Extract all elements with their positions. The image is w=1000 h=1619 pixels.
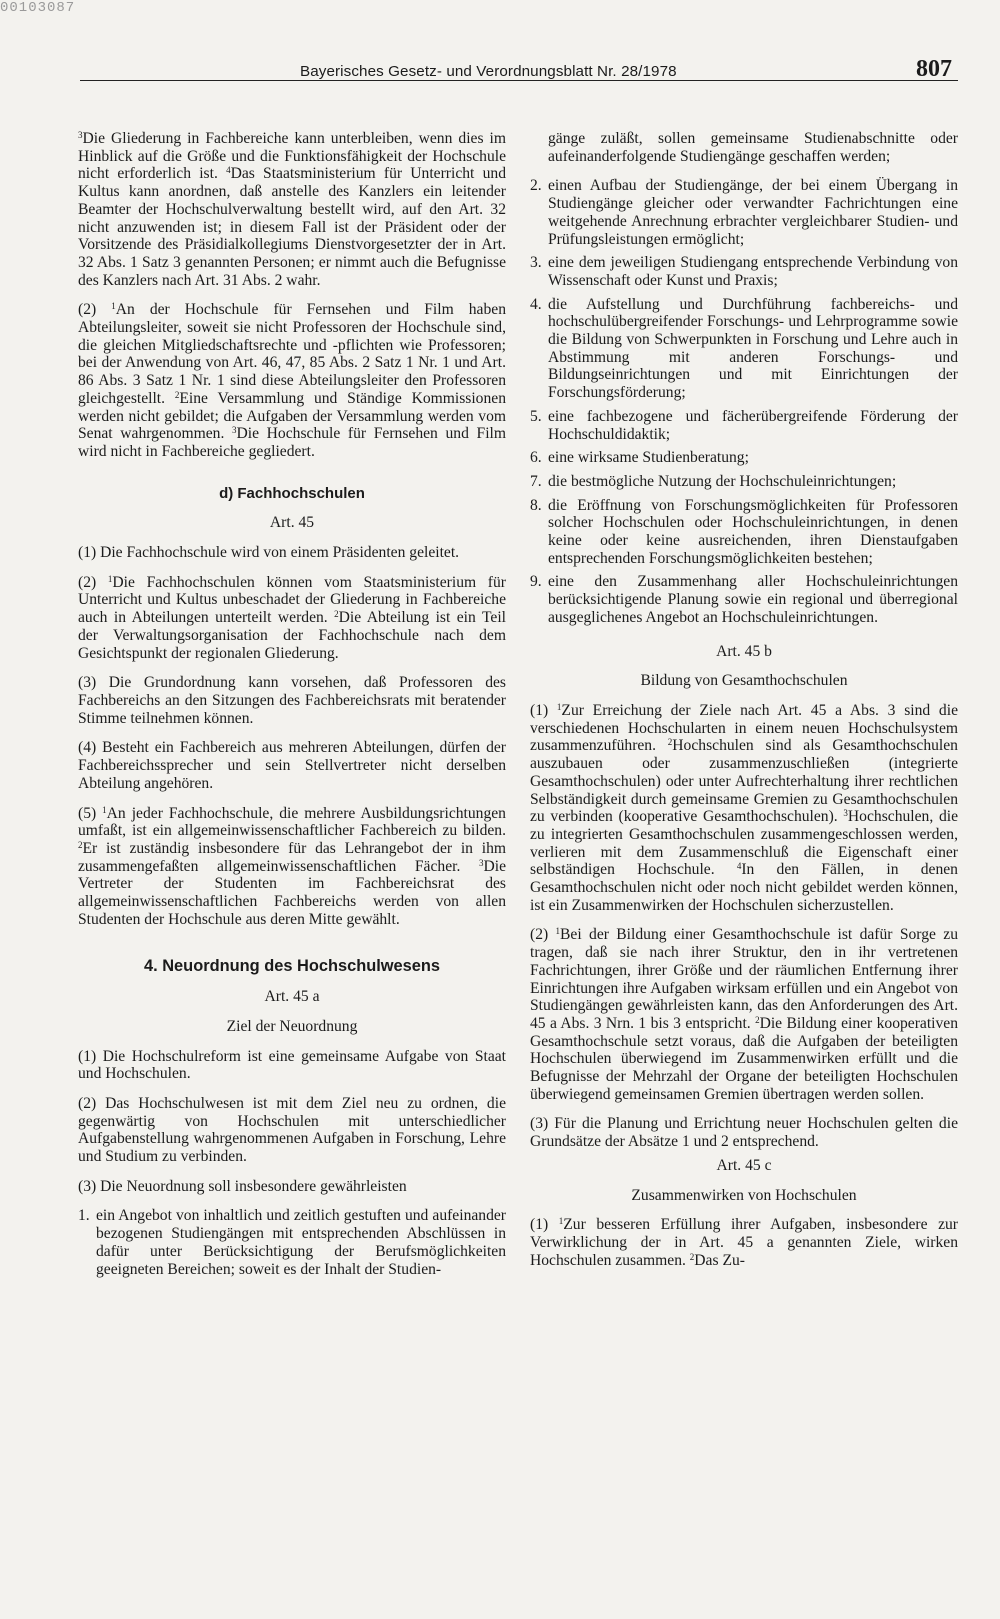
list-item: 7. die bestmögliche Nutzung der Hochschuleinrichtungen;	[530, 472, 897, 490]
paragraph: (3) Die Neuordnung soll insbesondere gewährleisten	[78, 1177, 407, 1195]
paragraph: (1) $^1$Zur Erreichung der Ziele nach Art. 45 a Abs. 3 sind die verschiedenen Hochschularten in einem neuen Hochschulsystem zusammenzuführen. $^2$Hochschulen sind als Gesamthochschulen auszubauen oder zusammenzuschließen (integrierte Gesamthochschulen) oder unter Aufrechterhaltung ihrer rechtlichen Selbständigkeit durch gemeinsame Gremien zu Gesamthochschulen zu verbinden (kooperative Gesamthochschulen). $^3$Hochschulen, die zu integrierten Gesamthochschulen zusammengeschlossen werden, verlieren mit dem Zusammenschluß die Eigenschaft einer selbständigen Hochschule. $^4$In den Fällen, in denen Gesamthochschulen nicht oder noch nicht gebildet werden können, ist ein Zusammenwirken der Hochschulen sicherzustellen.	[530, 701, 958, 914]
list-item: 1. ein Angebot von inhaltlich und zeitlich gestuften und aufeinander bezogenen Studiengängen mit entsprechenden Abschlüssen in dafür unter Berücksichtigung der Berufsmöglichkeiten geeigneten Bereichen; soweit es der Inhalt der Studien-	[78, 1207, 506, 1278]
list-item: 9. eine den Zusammenhang aller Hochschuleinrichtungen berücksichtigende Planung sowie ein regional und überregional ausgeglichenes Angebot an Hochschuleinrichtungen.	[530, 573, 958, 626]
running-header	[300, 56, 952, 83]
article-number: Art. 45 a	[264, 988, 320, 1006]
article-number: Art. 45 b	[716, 642, 772, 660]
list-item: 2. einen Aufbau der Studiengänge, der bei einem Übergang in Studiengänge gleicher oder verwandter Fachrichtungen eine weitgehende Anrechnung erbrachter vergleichbarer Studien- und Prüfungsleistungen ermöglicht;	[530, 177, 958, 248]
section-heading: 4. Neuordnung des Hochschulwesens	[144, 957, 440, 976]
list-item-continuation: gänge zuläßt, sollen gemeinsame Studienabschnitte oder aufeinanderfolgende Studiengänge geschaffen werden;	[548, 130, 958, 165]
header-rule	[80, 80, 958, 81]
list-item: 5. eine fachbezogene und fächerübergreifende Förderung der Hochschuldidaktik;	[530, 407, 958, 443]
list-item: 4. die Aufstellung und Durchführung fachbereichs- und hochschulübergreifender Forschungs- und Lehrprogramme sowie die Bildung von Schwerpunkten in Forschung und Lehre auch in Abstimmung mit anderen Forschungs- und Bildungseinrichtungen und mit Einrichtungen der Forschungsförderung;	[530, 295, 958, 402]
paragraph: (2) Das Hochschulwesen ist mit dem Ziel neu zu ordnen, die gegenwärtig von Hochschulen mit unterschiedlicher Aufgabenstellung wahrgenommenen Aufgaben in Forschung, Lehre und Studium zu verbinden.	[78, 1094, 506, 1166]
section-heading: d) Fachhochschulen	[219, 484, 365, 502]
article-title: Ziel der Neuordnung	[226, 1017, 358, 1035]
paragraph: (3) Die Grundordnung kann vorsehen, daß Professoren des Fachbereichs an den Sitzungen des Fachbereichsrats mit beratender Stimme teilnehmen können.	[78, 674, 506, 727]
paragraph: (2) $^1$An der Hochschule für Fernsehen und Film haben Abteilungsleiter, soweit sie nicht Professoren der Hochschule sind, die gleichen Mitgliedschaftsrechte und -pflichten wie Professoren; bei der Anwendung von Art. 46, 47, 85 Abs. 2 Satz 1 Nr. 1 und Art. 86 Abs. 3 Satz 1 Nr. 1 sind diese Abteilungsleiter den Professoren gleichgestellt. $^2$Eine Versammlung und Ständige Kommissionen werden nicht gebildet; die Aufgaben der Versammlung werden vom Senat wahrgenommen. $^3$Die Hochschule für Fernsehen und Film wird nicht in Fachbereiche gegliedert.	[78, 301, 506, 460]
paragraph: (1) Die Hochschulreform ist eine gemeinsame Aufgabe von Staat und Hochschulen.	[78, 1047, 506, 1083]
paragraph: (2) $^1$Bei der Bildung einer Gesamthochschule ist dafür Sorge zu tragen, daß sie nach ihrer Struktur, den in ihr vertretenen Fachrichtungen, ihrer Größe und der räumlichen Entfernung ihrer Einrichtungen ihre Aufgaben wirksam erfüllen und ein Angebot von Studiengängen gewährleisten kann, das den Anforderungen des Art. 45 a Abs. 3 Nrn. 1 bis 3 entspricht. $^2$Die Bildung einer kooperativen Gesamthochschule setzt voraus, daß die Aufgaben der beteiligten Hochschulen überwiegend im Zusammenwirken erfüllt und die Befugnisse der Mehrzahl der Organe der beteiligten Hochschulen überwiegend gemeinsamen Gremien übertragen werden sollen.	[530, 926, 958, 1103]
list-item: 3. eine dem jeweiligen Studiengang entsprechende Verbindung von Wissenschaft oder Kunst und Praxis;	[530, 254, 958, 289]
article-title: Bildung von Gesamthochschulen	[640, 672, 848, 690]
enumerated-list	[78, 1207, 506, 1278]
paragraph: $^3$Die Gliederung in Fachbereiche kann unterbleiben, wenn dies im Hinblick auf die Größe und die Funktionsfähigkeit der Hochschule nicht erforderlich ist. $^4$Das Staatsministerium für Unterricht und Kultus kann anordnen, daß anstelle des Kanzlers ein leitender Beamter der Hochschulverwaltung bestellt wird, auf den Art. 32 nicht anzuwenden ist; in diesem Fall ist der Präsident oder der Vorsitzende des Präsidialkollegiums Dienstvorgesetzter der in Art. 32 Abs. 1 Satz 3 genannten Personen; er nimmt auch die Befugnisse des Kanzlers nach Art. 31 Abs. 2 wahr.	[78, 130, 506, 289]
list-item: 8. die Eröffnung von Forschungsmöglichkeiten für Professoren solcher Hochschulen oder Hochschuleinrichtungen, in denen keine oder keine ausreichenden, ihren Dienstaufgaben entsprechenden Forschungsmöglichkeiten bestehen;	[530, 496, 958, 567]
paragraph: (2) $^1$Die Fachhochschulen können vom Staatsministerium für Unterricht und Kultus unbeschadet der Gliederung in Fachbereiche auch in Abteilungen unterteilt werden. $^2$Die Abteilung ist ein Teil der Verwaltungsorganisation der Fachhochschule nach dem Gesichtspunkt der regionalen Gliederung.	[78, 573, 506, 662]
paragraph: (1) $^1$Zur besseren Erfüllung ihrer Aufgaben, insbesondere zur Verwirklichung der in Art. 45 a genannten Ziele, wirken Hochschulen zusammen. $^2$Das Zu-	[530, 1216, 958, 1269]
paragraph: (1) Die Fachhochschule wird von einem Präsidenten geleitet.	[78, 544, 460, 562]
enumerated-list	[530, 177, 958, 626]
article-number: Art. 45 c	[716, 1156, 772, 1174]
list-item: 6. eine wirksame Studienberatung;	[530, 449, 749, 467]
right-column	[530, 130, 958, 1281]
article-title: Zusammenwirken von Hochschulen	[631, 1186, 857, 1204]
journal-title: Bayerisches Gesetz- und Verordnungsblatt Nr. 28/1978	[300, 63, 677, 80]
scan-mark: 00103087	[0, 0, 76, 16]
left-column	[78, 130, 506, 1288]
paragraph: (4) Besteht ein Fachbereich aus mehreren Abteilungen, dürfen der Fachbereichssprecher und sein Stellvertreter nicht derselben Abteilung angehören.	[78, 739, 506, 792]
paragraph: (3) Für die Planung und Errichtung neuer Hochschulen gelten die Grundsätze der Absätze 1 und 2 entsprechend.	[530, 1115, 958, 1151]
paragraph: (5) $^1$An jeder Fachhochschule, die mehrere Ausbildungsrichtungen umfaßt, ist ein allgemeinwissenschaftlicher Fachbereich zu bilden. $^2$Er ist zuständig insbesondere für das Lehrangebot der in ihm zusammengefaßten allgemeinwissenschaftlichen Fächer. $^3$Die Vertreter der Studenten im Fachbereichsrat des allgemeinwissenschaftlichen Fachbereichs werden von allen Studenten der Hochschule aus deren Mitte gewählt.	[78, 804, 506, 928]
article-number: Art. 45	[269, 514, 315, 532]
page-number: 807	[916, 56, 952, 82]
